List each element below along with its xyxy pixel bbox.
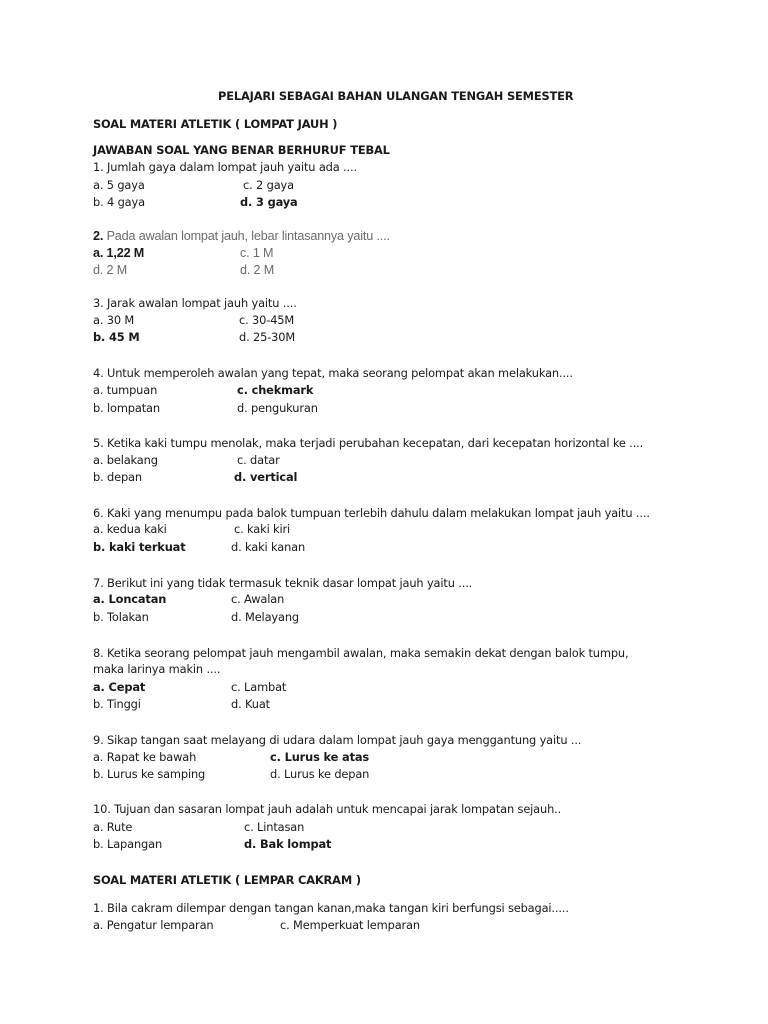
question-3: 3. Jarak awalan lompat jauh yaitu .... — [93, 296, 297, 310]
question-2 — [93, 229, 390, 243]
q1-option-d: d. 3 gaya — [240, 195, 298, 209]
q6-option-d: d. kaki kanan — [231, 540, 306, 554]
q9-option-d: d. Lurus ke depan — [270, 767, 370, 781]
q6-option-b: b. kaki terkuat — [93, 540, 186, 554]
q5-option-b: b. depan — [93, 470, 142, 484]
question-6: 6. Kaki yang menumpu pada balok tumpuan terlebih dahulu dalam melakukan lompat jauh yaitu .... — [93, 506, 650, 520]
q4-option-a: a. tumpuan — [93, 383, 158, 397]
q6-option-c: c. kaki kiri — [234, 522, 291, 536]
q5-option-c: c. datar — [237, 453, 280, 467]
q4-option-b: b. lompatan — [93, 401, 160, 415]
cakram-q1-option-c: c. Memperkuat lemparan — [280, 918, 420, 932]
question-1: 1. Jumlah gaya dalam lompat jauh yaitu ada .... — [93, 160, 357, 174]
q9-option-a: a. Rapat ke bawah — [93, 750, 197, 764]
q2-option-d: d. 2 M — [240, 263, 275, 277]
q3-option-d: d. 25-30M — [239, 330, 296, 344]
q1-option-a: a. 5 gaya — [93, 178, 145, 192]
q2-option-c: c. 1 M — [240, 246, 274, 260]
q1-option-c: c. 2 gaya — [243, 178, 294, 192]
question-9: 9. Sikap tangan saat melayang di udara dalam lompat jauh gaya menggantung yaitu ... — [93, 733, 582, 747]
question-2-number: 2. — [93, 229, 104, 243]
answer-note: JAWABAN SOAL YANG BENAR BERHURUF TEBAL — [93, 143, 390, 157]
q5-option-d: d. vertical — [234, 470, 298, 484]
q10-option-c: c. Lintasan — [244, 820, 305, 834]
q9-option-b: b. Lurus ke samping — [93, 767, 206, 781]
q6-option-a: a. kedua kaki — [93, 522, 167, 536]
q8-option-a: a. Cepat — [93, 680, 146, 694]
q3-option-b: b. 45 M — [93, 330, 140, 344]
q10-option-a: a. Rute — [93, 820, 133, 834]
q3-option-a: a. 30 M — [93, 313, 135, 327]
q4-option-c: c. chekmark — [237, 383, 314, 397]
question-7: 7. Berikut ini yang tidak termasuk teknik dasar lompat jauh yaitu .... — [93, 576, 473, 590]
section-heading-lompat-jauh: SOAL MATERI ATLETIK ( LOMPAT JAUH ) — [93, 117, 338, 131]
q4-option-d: d. pengukuran — [237, 401, 318, 415]
q8-option-c: c. Lambat — [231, 680, 287, 694]
q3-option-c: c. 30-45M — [239, 313, 295, 327]
question-8-line-2: maka larinya makin .... — [93, 662, 221, 676]
q10-option-d: d. Bak lompat — [244, 837, 332, 851]
q10-option-b: b. Lapangan — [93, 837, 163, 851]
q7-option-b: b. Tolakan — [93, 610, 149, 624]
q2-option-b: d. 2 M — [93, 263, 128, 277]
document-title: PELAJARI SEBAGAI BAHAN ULANGAN TENGAH SEMESTER — [218, 89, 574, 103]
q8-option-b: b. Tinggi — [93, 697, 141, 711]
cakram-question-1: 1. Bila cakram dilempar dengan tangan kanan,maka tangan kiri berfungsi sebagai..... — [93, 901, 569, 915]
q5-option-a: a. belakang — [93, 453, 158, 467]
q8-option-d: d. Kuat — [231, 697, 270, 711]
question-2-text: Pada awalan lompat jauh, lebar lintasannya yaitu .... — [106, 229, 390, 243]
q2-option-a: a. 1,22 M — [93, 246, 145, 260]
q7-option-a: a. Loncatan — [93, 592, 167, 606]
section-heading-lempar-cakram: SOAL MATERI ATLETIK ( LEMPAR CAKRAM ) — [93, 873, 361, 887]
question-4: 4. Untuk memperoleh awalan yang tepat, maka seorang pelompat akan melakukan.... — [93, 366, 573, 380]
question-10: 10. Tujuan dan sasaran lompat jauh adalah untuk mencapai jarak lompatan sejauh.. — [93, 802, 562, 816]
q9-option-c: c. Lurus ke atas — [270, 750, 370, 764]
cakram-q1-option-a: a. Pengatur lemparan — [93, 918, 214, 932]
q7-option-c: c. Awalan — [231, 592, 285, 606]
question-8-line-1: 8. Ketika seorang pelompat jauh mengambil awalan, maka semakin dekat dengan balok tumpu, — [93, 646, 629, 660]
q7-option-d: d. Melayang — [231, 610, 299, 624]
question-5: 5. Ketika kaki tumpu menolak, maka terjadi perubahan kecepatan, dari kecepatan horizontal ke .... — [93, 436, 644, 450]
q1-option-b: b. 4 gaya — [93, 195, 145, 209]
